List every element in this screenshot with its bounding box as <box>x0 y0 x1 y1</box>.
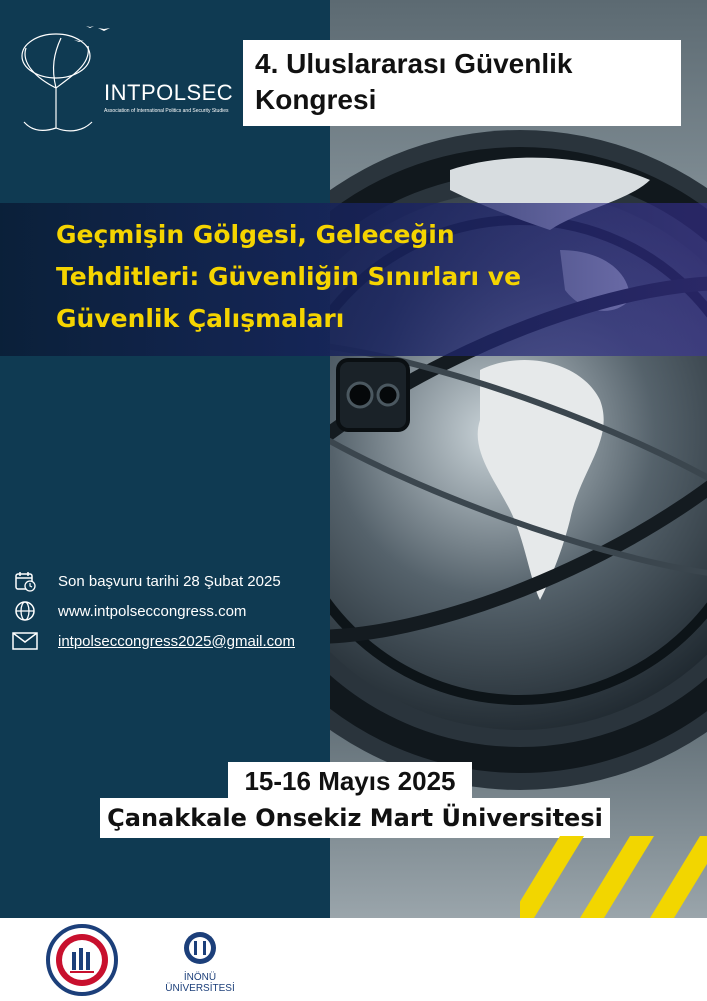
canakkale-university-seal <box>46 924 118 996</box>
theme-line2: Tehditleri: Güvenliğin Sınırları ve <box>56 262 522 291</box>
calendar-icon <box>12 570 38 592</box>
logo-subtitle: Association of International Politics and Security Studies <box>104 108 229 114</box>
theme-title <box>56 214 596 340</box>
website-link[interactable]: www.intpolseccongress.com <box>58 602 247 620</box>
congress-title-box <box>243 40 681 126</box>
congress-title-line2: Kongresi <box>255 84 377 115</box>
email-row[interactable] <box>12 626 295 656</box>
globe-icon <box>12 600 38 622</box>
date-box <box>228 762 472 800</box>
theme-line1: Geçmişin Gölgesi, Geleceğin <box>56 220 455 249</box>
hazard-stripes <box>520 836 707 918</box>
theme-line3: Güvenlik Çalışmaları <box>56 304 345 333</box>
envelope-icon <box>12 630 38 652</box>
venue-box <box>100 798 610 838</box>
inonu-university-label: İNÖNÜ ÜNİVERSİTESİ <box>165 972 235 994</box>
deadline-text: Son başvuru tarihi 28 Şubat 2025 <box>58 572 281 590</box>
info-list <box>12 566 295 656</box>
tree-logo-icon <box>16 18 226 138</box>
intpolsec-logo <box>16 18 234 138</box>
congress-title-line1: 4. Uluslararası Güvenlik <box>255 48 573 79</box>
email-link[interactable]: intpolseccongress2025@gmail.com <box>58 632 296 650</box>
date-text: 15-16 Mayıs 2025 <box>244 765 456 796</box>
logo-name: INTPOLSEC <box>104 80 234 105</box>
venue-text: Çanakkale Onsekiz Mart Üniversitesi <box>107 804 603 832</box>
website-row[interactable] <box>12 596 295 626</box>
deadline-row <box>12 566 295 596</box>
